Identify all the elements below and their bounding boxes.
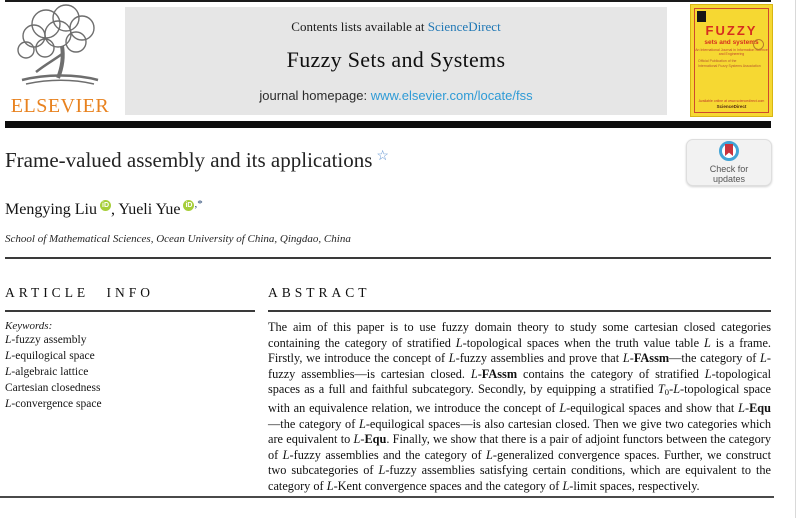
cover-note-line2: International Fuzzy Systems Association bbox=[698, 63, 761, 68]
journal-cover-thumbnail[interactable] bbox=[690, 4, 773, 117]
journal-cover-inner bbox=[694, 8, 769, 113]
author-line bbox=[5, 198, 203, 219]
viewport-right-edge bbox=[795, 0, 796, 518]
cover-title: FUZZY bbox=[705, 23, 758, 38]
orcid-icon[interactable]: iD bbox=[102, 202, 109, 209]
author-name: Mengying Liu bbox=[5, 201, 97, 218]
homepage-prefix: journal homepage: bbox=[259, 88, 371, 103]
article-title-text: Frame-valued assembly and its applications bbox=[5, 148, 373, 172]
cover-sciencedirect: ScienceDirect bbox=[716, 104, 747, 109]
banner-divider-bar bbox=[5, 121, 771, 128]
elsevier-tree-icon bbox=[12, 77, 108, 94]
elsevier-logo[interactable] bbox=[8, 2, 112, 115]
journal-title: Fuzzy Sets and Systems bbox=[286, 47, 506, 72]
abstract-rule bbox=[268, 310, 771, 312]
cover-note bbox=[698, 59, 768, 68]
publisher-mark-icon bbox=[697, 11, 706, 22]
abstract-heading: ABSTRACT bbox=[268, 285, 371, 300]
article-info-section bbox=[5, 285, 255, 412]
corresponding-author-mark[interactable]: ,* bbox=[194, 198, 203, 210]
top-rule bbox=[5, 0, 771, 2]
cover-footer: Available online at www.sciencedirect.com bbox=[698, 99, 765, 103]
cover-subtitle: sets and systems bbox=[704, 39, 759, 46]
sciencedirect-link[interactable]: ScienceDirect bbox=[427, 19, 501, 34]
homepage-line bbox=[125, 88, 667, 103]
keyword-item: L-equilogical space bbox=[5, 350, 95, 362]
check-updates-label: Check for updates bbox=[709, 164, 749, 184]
affiliation: School of Mathematical Sciences, Ocean University of China, Qingdao, China bbox=[5, 233, 351, 245]
orcid-icon[interactable]: iD bbox=[185, 202, 193, 209]
check-for-updates-button[interactable] bbox=[686, 139, 772, 186]
contents-line bbox=[125, 7, 667, 35]
author-name: Yueli Yue bbox=[118, 201, 181, 218]
journal-homepage-link[interactable]: www.elsevier.com/locate/fss bbox=[370, 88, 533, 103]
viewport-bottom-edge bbox=[0, 496, 774, 498]
author-separator: , bbox=[111, 201, 119, 218]
keyword-item: L-algebraic lattice bbox=[5, 366, 89, 378]
abstract-section bbox=[268, 285, 771, 495]
article-info-heading: ARTICLE INFO bbox=[5, 285, 155, 300]
cover-tagline: An International Journal in Information Science and Engineering bbox=[695, 48, 768, 56]
section-divider-rule bbox=[5, 257, 771, 259]
crossmark-icon bbox=[719, 141, 739, 161]
keyword-item: L-fuzzy assembly bbox=[5, 334, 87, 346]
page-title bbox=[5, 148, 389, 173]
elsevier-wordmark: ELSEVIER bbox=[10, 95, 110, 117]
keyword-item: Cartesian closedness bbox=[5, 382, 101, 394]
abstract-text: The aim of this paper is to use fuzzy domain theory to study some cartesian closed categories containing the category of stratified L-topological spaces when the truth value table L is a frame. Firstly, we introduce the concept of L-fuzzy assemblies and prove that L-FAssm—the category of L-fuzzy assemblies—is cartesian closed. L-FAssm contains the category of stratified L-topological spaces as a full and faithful subcategory. Secondly, by equipping a stratified T0-L-topological space with an equivalence relation, we introduce the concept of L-equilogical spaces and show that L-Equ—the category of L-equilogical spaces—is also cartesian closed. Then we give two categories which are equivalent to L-Equ. Finally, we show that there is a pair of adjoint functors between the category of L-fuzzy assemblies and the category of L-generalized convergence spaces. Further, we construct two subcategories of L-fuzzy assemblies satisfying certain conditions, which are equivalent to the category of L-Kent convergence spaces and the category of L-limit spaces, respectively. bbox=[268, 320, 772, 493]
journal-banner bbox=[125, 7, 667, 115]
title-footnote-star[interactable]: ☆ bbox=[376, 149, 389, 164]
keyword-item: L-convergence space bbox=[5, 398, 102, 410]
ifsa-emblem-icon bbox=[753, 39, 764, 50]
keywords-label: Keywords: bbox=[5, 320, 53, 332]
contents-prefix: Contents lists available at bbox=[291, 19, 428, 34]
article-info-rule bbox=[5, 310, 255, 312]
cover-note-line1: Official Publication of the bbox=[698, 59, 737, 63]
